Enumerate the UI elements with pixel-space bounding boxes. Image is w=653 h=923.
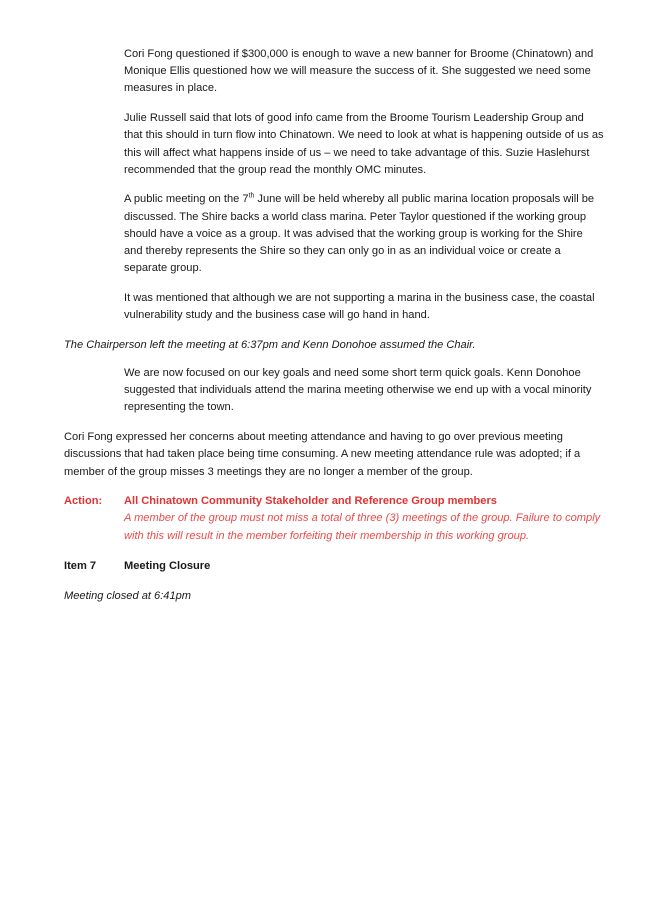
paragraph-chairperson-left: The Chairperson left the meeting at 6:37pm and Kenn Donohoe assumed the Chair. xyxy=(64,338,476,351)
public-meeting-text-after: June will be held whereby all public marina location proposals will be discussed. The Shire backs a world class marina. Peter Taylor questioned if the working group should have a voice as a group. It was advised that the working group is working for the Shire and thereby represents the Shire so they can only go in as an individual voice or create a separate group. xyxy=(124,193,595,275)
public-meeting-text-before: A public meeting on the 7 xyxy=(124,193,249,206)
item-title: Meeting Closure xyxy=(124,559,211,572)
paragraph-cori-fong-banner: Cori Fong questioned if $300,000 is enough to wave a new banner for Broome (Chinatown) and Monique Ellis questioned how we will measure the success of it. She suggested we need some measures in place. xyxy=(124,48,594,95)
paragraph-public-meeting xyxy=(124,191,604,277)
document-body xyxy=(64,46,604,618)
item-heading-row xyxy=(64,558,604,575)
item-number: Item 7 xyxy=(64,559,97,572)
paragraph-julie-russell: Julie Russell said that lots of good info came from the Broome Tourism Leadership Group and that this should in turn flow into Chinatown. We need to look at what is happening outside of us as this will affect what happens inside of us – we need to take advantage of this. Suzie Haslehurst recommended that the group read the monthly OMC minutes. xyxy=(124,112,604,176)
paragraph-marina-business-case: It was mentioned that although we are not supporting a marina in the business case, the coastal vulnerability study and the business case will go hand in hand. xyxy=(124,291,595,322)
ordinal-suffix: th xyxy=(248,192,255,200)
action-detail: A member of the group must not miss a total of three (3) meetings of the group. Failure to comply with this will result in the member forfeiting their membership in this working group. xyxy=(124,512,601,542)
paragraph-meeting-closed: Meeting closed at 6:41pm xyxy=(64,590,192,603)
action-block xyxy=(64,493,609,545)
action-label: Action: xyxy=(64,495,103,508)
action-body xyxy=(124,493,609,545)
paragraph-attendance-rule: Cori Fong expressed her concerns about meeting attendance and having to go over previous meeting discussions that had taken place being time consuming. A new meeting attendance rule was adopted; if a member of the group misses 3 meetings they are no longer a member of the group. xyxy=(64,431,581,478)
action-title: All Chinatown Community Stakeholder and Reference Group members xyxy=(124,495,497,508)
paragraph-key-goals: We are now focused on our key goals and need some short term quick goals. Kenn Donohoe suggested that individuals attend the marina meeting otherwise we end up with a vocal minority representing the town. xyxy=(124,367,592,414)
